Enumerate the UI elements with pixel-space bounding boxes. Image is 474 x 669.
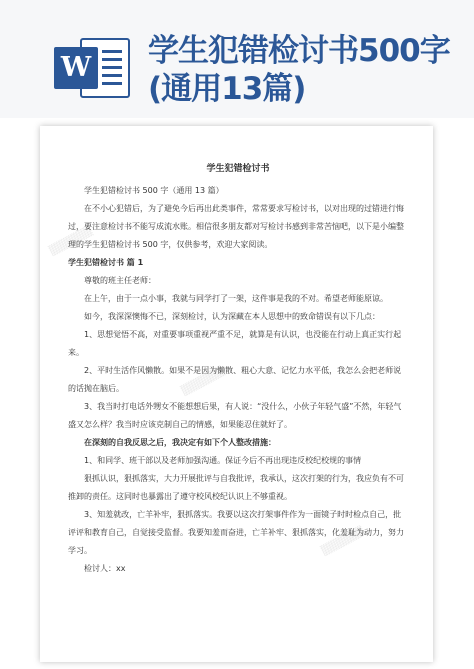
body-paragraph: 1、思想觉悟不高，对重要事项重视严重不足，就算是有认识，也没能在行动上真正实行起来。 [68, 330, 402, 357]
body-paragraph: 2、平时生活作风懒散。如果不是因为懒散、粗心大意、记忆力水平低，我怎么会把老师说的话抛在脑后。 [68, 366, 402, 393]
body-paragraph: 在上午，由于一点小事，我就与同学打了一架，这件事是我的不对。希望老师能原谅。 [84, 294, 388, 303]
document-page [40, 126, 433, 662]
header-banner [0, 0, 474, 118]
document-subtitle: 学生犯错检讨书 500 字（通用 13 篇） [84, 186, 224, 195]
banner-title: 学生犯错检讨书500字(通用13篇) [148, 33, 450, 107]
document-title: 学生犯错检讨书 [206, 164, 270, 174]
intro-paragraph: 在不小心犯错后，为了避免今后再出此类事件，常常要求写检讨书，以对出现的过错进行悔过，要注意检讨书不能写成流水账。相信很多朋友都对写检讨书感到非常苦恼吧，以下是小编整理的学生犯错检讨书 500 字，仅供参考，欢迎大家阅读。 [68, 204, 404, 249]
watermark: ▒▒▒▒▒▒ [180, 365, 227, 398]
watermark: ▒▒▒▒▒▒ [320, 525, 367, 558]
signature: 检讨人：xx [84, 564, 126, 573]
word-document-icon [54, 38, 130, 98]
body-paragraph: 如今，我深深懊悔不已，深刻检讨，认为深藏在本人思想中的致命错误有以下几点： [84, 312, 380, 321]
measures-heading: 在深刻的自我反思之后，我决定有如下个人整改措施： [84, 438, 276, 447]
measure-item: 狠抓认识，狠抓落实，大力开展批评与自我批评，我承认，这次打架的行为，我应负有不可推卸的责任。这同时也暴露出了遵守校风校纪认识上不够重视。 [68, 474, 404, 501]
word-w-badge: W [54, 47, 98, 89]
measure-item: 3、知羞就改，亡羊补牢，狠抓落实。我要以这次打架事件作为一面镜子时时检点自己，批评评和教育自己，自觉接受监督。我要知羞而奋进，亡羊补牢、狠抓落实，化羞耻为动力，努力学习。 [68, 510, 404, 555]
watermark: ▒▒▒▒▒▒ [48, 225, 95, 258]
document-body [68, 160, 408, 578]
greeting: 尊敬的班主任老师： [84, 276, 156, 285]
body-paragraph: 3、我当时打电话外甥女不能想想后果，有人说：“没什么，小伙子年轻气盛”不然，年轻气盛又怎么样？我当时应该克制自己的情感，如果能忍住就好了。 [68, 402, 402, 429]
measure-item: 1、和同学、班干部以及老师加强沟通。保证今后不再出现违反校纪校规的事情 [84, 456, 362, 465]
section-heading: 学生犯错检讨书 篇 1 [68, 258, 144, 267]
